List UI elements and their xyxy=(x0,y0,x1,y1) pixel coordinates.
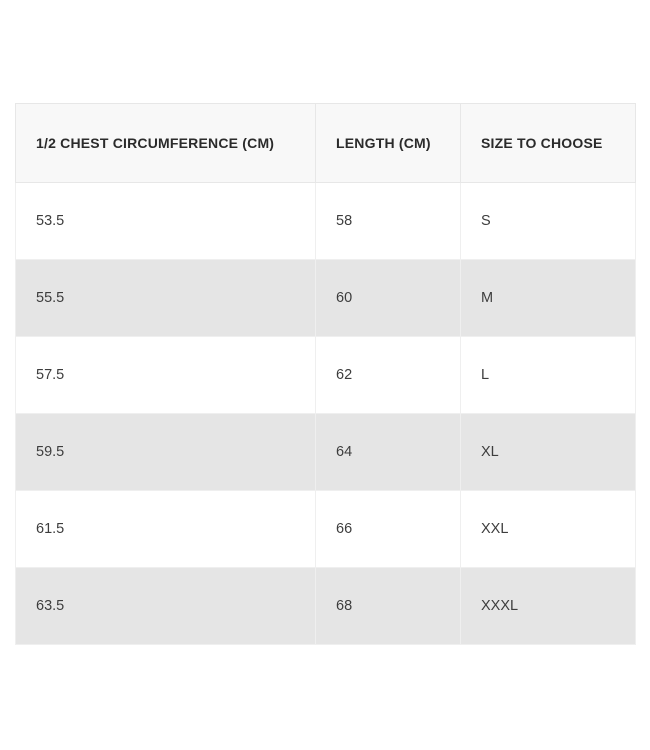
cell-chest: 63.5 xyxy=(16,568,316,645)
table-row-xxxl xyxy=(16,568,636,645)
cell-size: M xyxy=(461,260,636,337)
cell-size: XL xyxy=(461,414,636,491)
cell-length: 58 xyxy=(316,183,461,260)
column-header-length: LENGTH (CM) xyxy=(316,104,461,183)
table-row-xxl xyxy=(16,491,636,568)
cell-size: L xyxy=(461,337,636,414)
cell-chest: 55.5 xyxy=(16,260,316,337)
cell-chest: 59.5 xyxy=(16,414,316,491)
cell-size: S xyxy=(461,183,636,260)
cell-chest: 61.5 xyxy=(16,491,316,568)
cell-size: XXXL xyxy=(461,568,636,645)
table-row-l xyxy=(16,337,636,414)
cell-length: 60 xyxy=(316,260,461,337)
size-chart-table xyxy=(15,103,636,645)
table-row-xl xyxy=(16,414,636,491)
cell-length: 64 xyxy=(316,414,461,491)
table-row-m xyxy=(16,260,636,337)
table-row-s xyxy=(16,183,636,260)
cell-length: 62 xyxy=(316,337,461,414)
cell-length: 68 xyxy=(316,568,461,645)
column-header-chest-circumference: 1/2 CHEST CIRCUMFERENCE (CM) xyxy=(16,104,316,183)
cell-chest: 53.5 xyxy=(16,183,316,260)
cell-size: XXL xyxy=(461,491,636,568)
cell-chest: 57.5 xyxy=(16,337,316,414)
cell-length: 66 xyxy=(316,491,461,568)
column-header-size-to-choose: SIZE TO CHOOSE xyxy=(461,104,636,183)
header-row xyxy=(16,104,636,183)
